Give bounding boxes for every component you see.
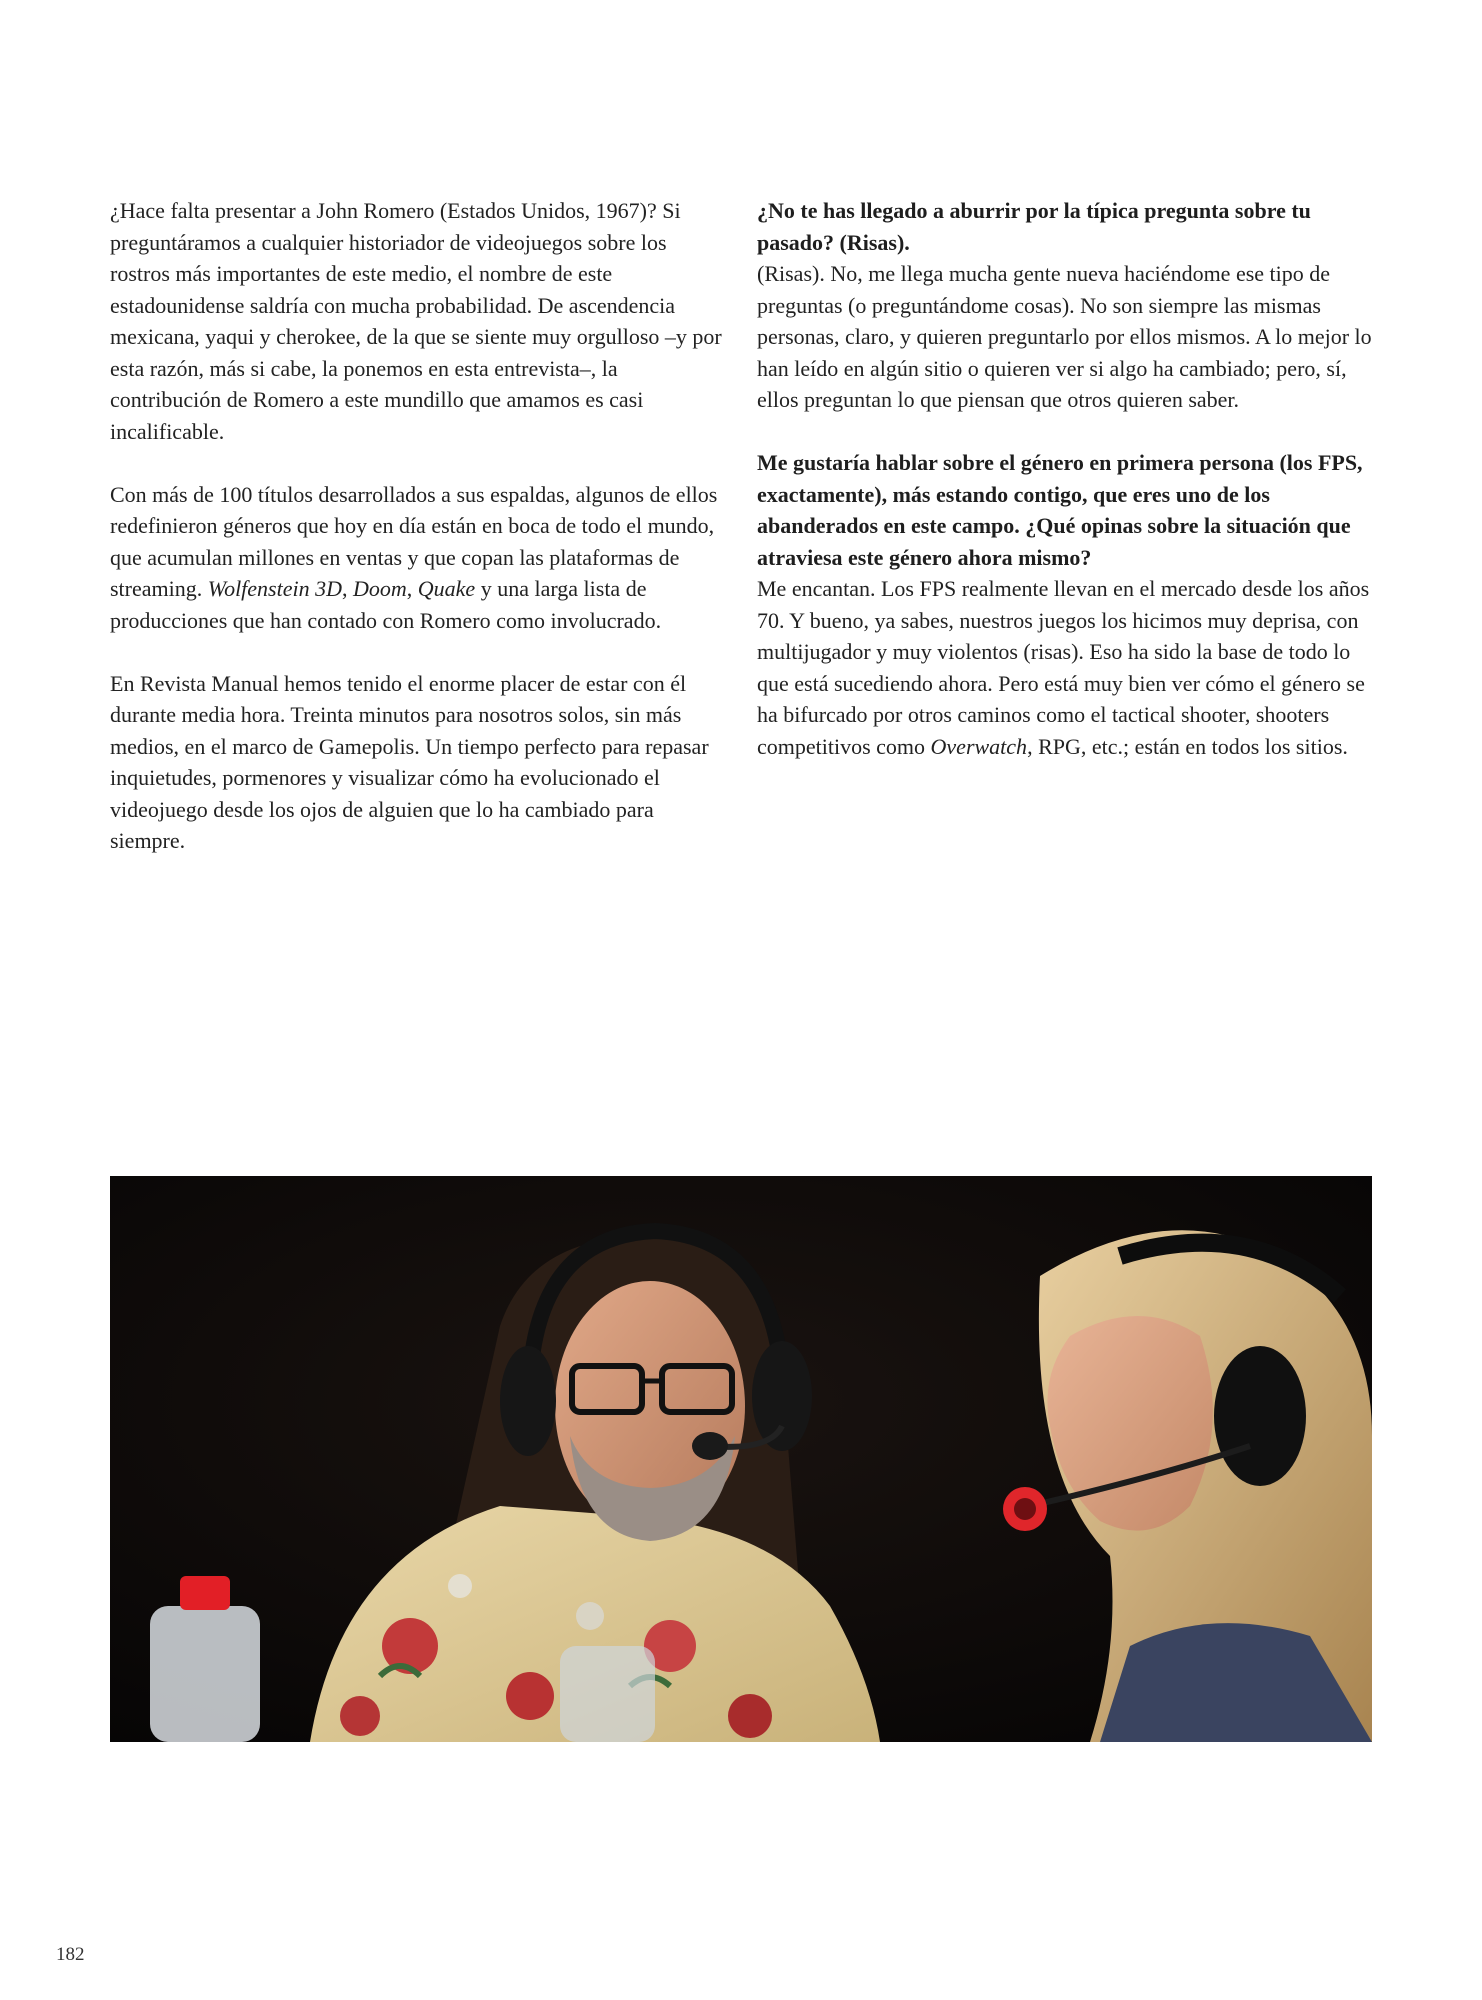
game-title-quake: Quake	[417, 576, 476, 601]
left-column	[110, 195, 722, 888]
page-number: 182	[56, 1944, 85, 1965]
interview-photo	[110, 1176, 1372, 1742]
titles-paragraph-end: y una larga lista de producciones que han contado con Romero como involucrado.	[110, 576, 662, 633]
answer-2-start: Me encantan. Los FPS realmente llevan en el mercado desde los años 70. Y bueno, ya sabes, nuestros juegos los hicimos muy deprisa, con multijugador y muy violentos (risas). Eso ha sido la base de todo lo que está sucediendo ahora. Pero está muy bien ver cómo el género se ha bifurcado por otros caminos como el tactical shooter, shooters competitivos como	[757, 576, 1370, 759]
context-paragraph: En Revista Manual hemos tenido el enorme placer de estar con él durante media hora. Treinta minutos para nosotros solos, sin más medios, en el marco de Gamepolis. Un tiempo perfecto para repasar inquietudes, pormenores y visualizar cómo ha evolucionado el videojuego desde los ojos de alguien que lo ha cambiado para siempre.	[110, 670, 709, 853]
title-separator: ,	[342, 576, 353, 601]
game-title-doom: Doom	[353, 576, 407, 601]
titles-paragraph	[110, 479, 722, 637]
answer-2	[757, 576, 1369, 759]
titles-paragraph-start: Con más de 100 títulos desarrollados a sus espaldas, algunos de ellos redefinieron géneros que hoy en día están en boca de todo el mundo, que acumulan millones en ventas y que copan las plataformas de streaming.	[110, 481, 718, 601]
photo-illustration	[110, 1176, 1372, 1742]
right-column	[757, 195, 1377, 794]
game-title-overwatch: Overwatch	[930, 733, 1028, 759]
question-1: ¿No te has llegado a aburrir por la típica pregunta sobre tu pasado? (Risas).	[757, 198, 1311, 255]
answer-2-end: , RPG, etc.; están en todos los sitios.	[1027, 733, 1348, 759]
title-separator: ,	[406, 576, 418, 601]
qa-block-2	[757, 447, 1377, 762]
game-title-wolfenstein: Wolfenstein 3D	[207, 576, 342, 601]
qa-block-1	[757, 195, 1377, 416]
intro-paragraph: ¿Hace falta presentar a John Romero (Estados Unidos, 1967)? Si preguntáramos a cualquier historiador de videojuegos sobre los rostros más importantes de este medio, el nombre de este estadounidense saldría con mucha probabilidad. De ascendencia mexicana, yaqui y cherokee, de la que se siente muy orgulloso –y por esta razón, más si cabe, la ponemos en esta entrevista–, la contribución de Romero a este mundillo que amamos es casi incalificable.	[110, 198, 722, 444]
answer-1: (Risas). No, me llega mucha gente nueva haciéndome ese tipo de preguntas (o preguntándome cosas). No son siempre las mismas personas, claro, y quieren preguntarlo por ellos mismos. A lo mejor lo han leído en algún sitio o quieren ver si algo ha cambiado; pero, sí, ellos preguntan lo que piensan que otros quieren saber.	[757, 261, 1372, 412]
question-2: Me gustaría hablar sobre el género en primera persona (los FPS, exactamente), más estando contigo, que eres uno de los abanderados en este campo. ¿Qué opinas sobre la situación que atraviesa este género ahora mismo?	[757, 450, 1363, 570]
